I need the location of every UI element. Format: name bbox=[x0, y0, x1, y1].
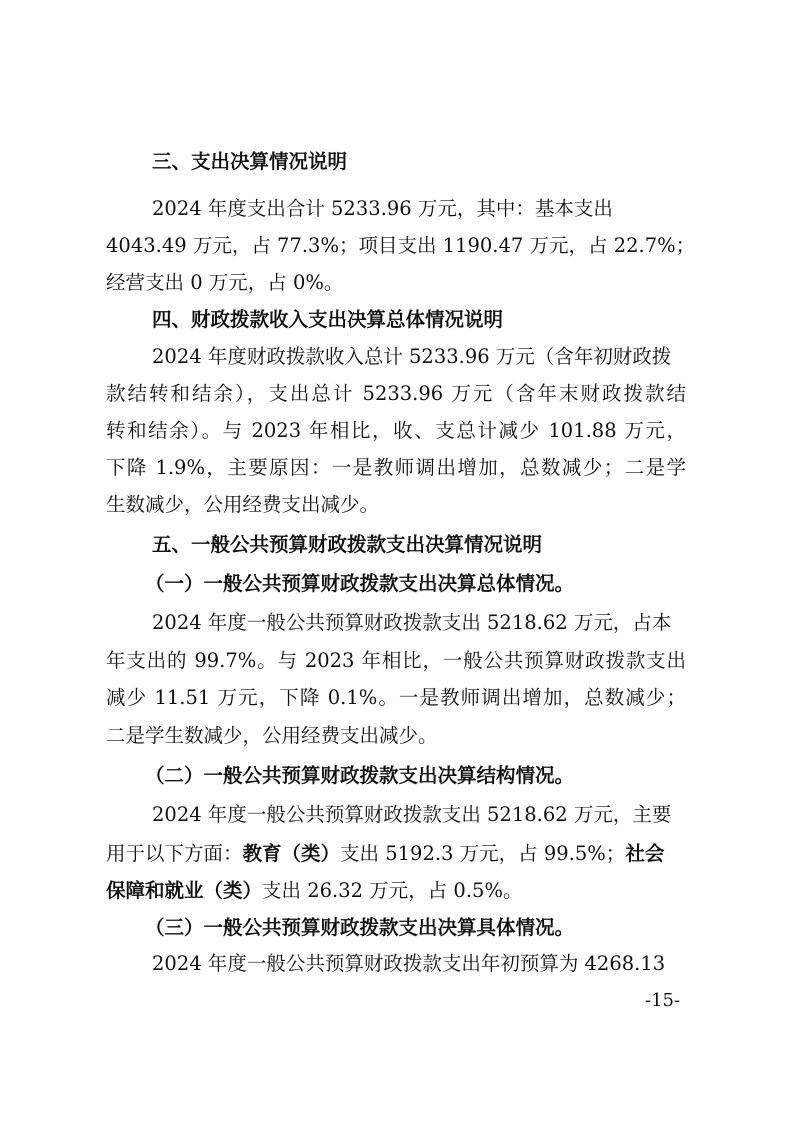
paragraph-line-mixed bbox=[106, 873, 522, 909]
paragraph-line: 减少 11.51 万元，下降 0.1%。一是教师调出增加，总数减少； bbox=[106, 686, 686, 709]
text-segment: 支出 26.32 万元，占 0.5%。 bbox=[262, 879, 523, 902]
paragraph-line: 下降 1.9%，主要原因：一是教师调出增加，总数减少；二是学 bbox=[106, 456, 686, 479]
paragraph-line: 生数减少，公用经费支出减少。 bbox=[106, 493, 380, 516]
paragraph-line: 4043.49 万元，占 77.3%；项目支出 1190.47 万元，占 22.7%； bbox=[106, 234, 696, 257]
section4-heading: 四、财政拨款收入支出决算总体情况说明 bbox=[152, 308, 504, 331]
paragraph-line: 2024 年度一般公共预算财政拨款支出 5218.62 万元，占本 bbox=[152, 611, 672, 634]
section5-heading: 五、一般公共预算财政拨款支出决算情况说明 bbox=[152, 533, 543, 556]
paragraph-line: 年支出的 99.7%。与 2023 年相比，一般公共预算财政拨款支出 bbox=[106, 649, 686, 672]
paragraph-line: 转和结余）。与 2023 年相比，收、支总计减少 101.88 万元， bbox=[106, 419, 686, 442]
paragraph-line: 2024 年度财政拨款收入总计 5233.96 万元（含年初财政拨 bbox=[152, 345, 672, 368]
page-number: -15- bbox=[645, 990, 681, 1011]
section5-sub2-heading: （二）一般公共预算财政拨款支出决算结构情况。 bbox=[145, 764, 575, 787]
text-segment: 用于以下方面： bbox=[106, 842, 243, 865]
category-social-security: 保障和就业（类） bbox=[106, 879, 263, 902]
section5-sub1-heading: （一）一般公共预算财政拨款支出决算总体情况。 bbox=[145, 572, 575, 595]
paragraph-line: 二是学生数减少，公用经费支出减少。 bbox=[106, 724, 438, 747]
category-social-security-start: 社会 bbox=[625, 842, 665, 865]
paragraph-line: 经营支出 0 万元，占 0%。 bbox=[106, 271, 344, 294]
paragraph-line: 2024 年度一般公共预算财政拨款支出年初预算为 4268.13 bbox=[152, 952, 666, 975]
paragraph-line-mixed bbox=[106, 836, 664, 872]
section5-sub3-heading: （三）一般公共预算财政拨款支出决算具体情况。 bbox=[145, 916, 575, 939]
paragraph-line: 2024 年度支出合计 5233.96 万元，其中：基本支出 bbox=[152, 197, 613, 220]
text-segment: 支出 5192.3 万元，占 99.5%； bbox=[340, 842, 626, 865]
paragraph-line: 2024 年度一般公共预算财政拨款支出 5218.62 万元，主要 bbox=[152, 803, 672, 826]
category-education: 教育（类） bbox=[242, 842, 341, 865]
section3-heading: 三、支出决算情况说明 bbox=[152, 150, 348, 173]
paragraph-line: 款结转和结余），支出总计 5233.96 万元（含年末财政拨款结 bbox=[106, 382, 686, 405]
